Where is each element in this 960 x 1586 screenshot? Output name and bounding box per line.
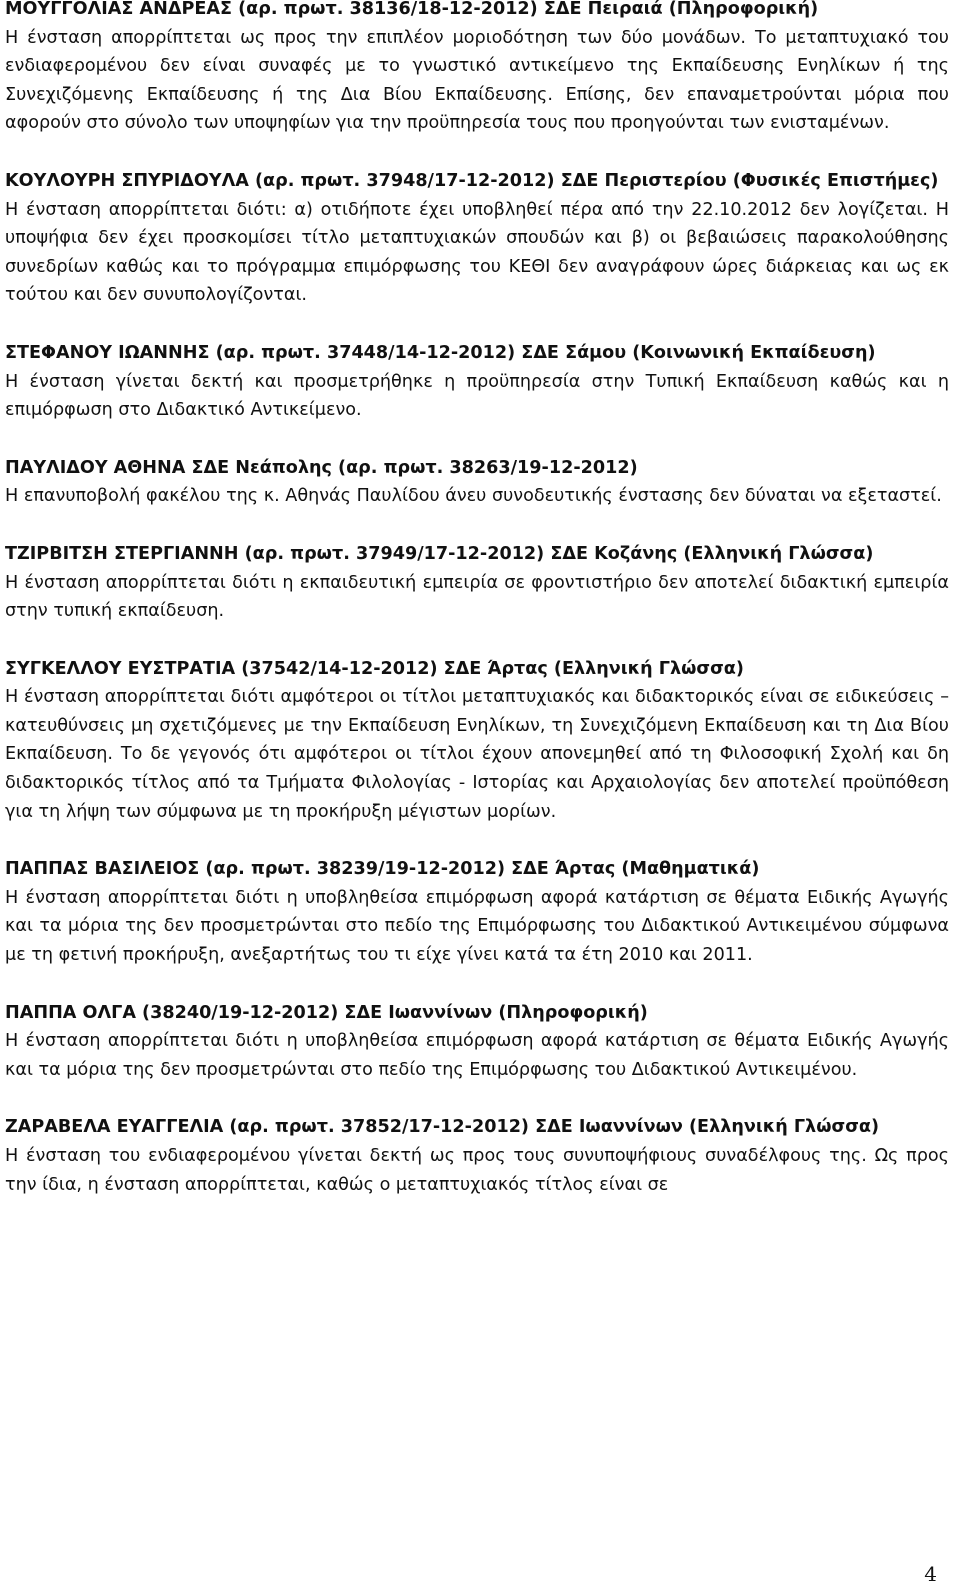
entry-heading: ΜΟΥΓΓΟΛΙΑΣ ΑΝΔΡΕΑΣ (αρ. πρωτ. 38136/18-12-2012) ΣΔΕ Πειραιά (Πληροφορική) xyxy=(5,0,819,19)
objection-entry xyxy=(5,999,949,1085)
entry-heading: ΖΑΡΑΒΕΛΑ ΕΥΑΓΓΕΛΙΑ (αρ. πρωτ. 37852/17-12-2012) ΣΔΕ Ιωαννίνων (Ελληνική Γλώσσα) xyxy=(5,1117,880,1138)
objection-entry xyxy=(5,0,949,138)
entry-decision-text: Η ένσταση απορρίπτεται ως προς την επιπλέον μοριοδότηση των δύο μονάδων. Το μεταπτυχιακό του ενδιαφερομένου δεν είναι συναφές με το γνωστικό αντικείμενο της Εκπαίδευσης Ενηλίκων ή της Συνεχιζόμενης Εκπαίδευσης ή της Δια Βίου Εκπαίδευσης. Επίσης, δεν επαναμετρούνται μόρια που αφορούν στο σύνολο των υποψηφίων για την προϋπηρεσία τους που προηγούνται των ενισταμένων. xyxy=(5,27,949,134)
entry-decision-text: Η ένσταση του ενδιαφερομένου γίνεται δεκτή ως προς τους συνυποψήφιους συναδέλφους της. Ως προς την ίδια, η ένσταση απορρίπτεται, καθώς ο μεταπτυχιακός τίτλος είναι σε xyxy=(5,1146,949,1195)
document-page xyxy=(5,0,949,1228)
objection-entry xyxy=(5,540,949,626)
entry-heading: ΚΟΥΛΟΥΡΗ ΣΠΥΡΙΔΟΥΛΑ (αρ. πρωτ. 37948/17-12-2012) ΣΔΕ Περιστερίου (Φυσικές Επιστήμες) xyxy=(5,170,939,191)
entry-decision-text: Η ένσταση απορρίπτεται διότι η υποβληθείσα επιμόρφωση αφορά κατάρτιση σε θέματα Ειδικής Αγωγής και τα μόρια της δεν προσμετρώνται στο πεδίο της Επιμόρφωσης του Διδακτικού Αντικειμένου σύμφωνα με τη φετινή προκήρυξη, ανεξαρτήτως του τι είχε γίνει κατά τα έτη 2010 και 2011. xyxy=(5,887,949,966)
entry-decision-text: Η ένσταση απορρίπτεται διότι η υποβληθείσα επιμόρφωση αφορά κατάρτιση σε θέματα Ειδικής Αγωγής και τα μόρια της δεν προσμετρώνται στο πεδίο της Επιμόρφωσης του Διδακτικού Αντικειμένου. xyxy=(5,1031,949,1080)
entry-heading: ΠΑΥΛΙΔΟΥ ΑΘΗΝΑ ΣΔΕ Νεάπολης (αρ. πρωτ. 38263/19-12-2012) xyxy=(5,457,638,478)
objection-entry xyxy=(5,855,949,969)
entry-heading: ΠΑΠΠΑΣ ΒΑΣΙΛΕΙΟΣ (αρ. πρωτ. 38239/19-12-2012) ΣΔΕ Άρτας (Μαθηματικά) xyxy=(5,859,760,880)
objection-entry xyxy=(5,655,949,827)
objection-entry xyxy=(5,454,949,511)
entry-heading: ΣΥΓΚΕΛΛΟΥ ΕΥΣΤΡΑΤΙΑ (37542/14-12-2012) ΣΔΕ Άρτας (Ελληνική Γλώσσα) xyxy=(5,658,744,679)
entry-decision-text: Η ένσταση απορρίπτεται διότι: α) οτιδήποτε έχει υποβληθεί πέρα από την 22.10.2012 δεν λογίζεται. Η υποψήφια δεν έχει προσκομίσει τίτλο μεταπτυχιακών σπουδών και β) οι βεβαιώσεις παρακολούθησης συνεδρίων καθώς και το πρόγραμμα επιμόρφωσης του ΚΕΘΙ δεν αναγράφουν ώρες διάρκειας και ως εκ τούτου και δεν συνυπολογίζονται. xyxy=(5,199,949,306)
entry-decision-text: Η ένσταση απορρίπτεται διότι η εκπαιδευτική εμπειρία σε φροντιστήριο δεν αποτελεί διδακτική εμπειρία στην τυπική εκπαίδευση. xyxy=(5,572,949,622)
objection-entry xyxy=(5,167,949,310)
entry-decision-text: Η ένσταση γίνεται δεκτή και προσμετρήθηκε η προϋπηρεσία στην Τυπική Εκπαίδευση καθώς και η επιμόρφωση στο Διδακτικό Αντικείμενο. xyxy=(5,371,949,421)
page-number: 4 xyxy=(924,1562,937,1586)
entry-decision-text: Η επανυποβολή φακέλου της κ. Αθηνάς Παυλίδου άνευ συνοδευτικής ένστασης δεν δύναται να εξεταστεί. xyxy=(5,486,942,507)
entry-decision-text: Η ένσταση απορρίπτεται διότι αμφότεροι οι τίτλοι μεταπτυχιακός και διδακτορικός είναι σε ειδικεύσεις – κατευθύνσεις μη σχετιζόμενες με την Εκπαίδευση Ενηλίκων, τη Συνεχιζόμενη Εκπαίδευση και τη Δια Βίου Εκπαίδευση. Το δε γεγονός ότι αμφότεροι οι τίτλοι έχουν απονεμηθεί από τη Φιλοσοφική Σχολή και δη διδακτορικός τίτλος από τα Τμήματα Φιλολογίας - Ιστορίας και Αρχαιολογίας δεν αποτελεί προϋπόθεση για τη λήψη των σύμφωνα με τη προκήρυξη μέγιστων μορίων. xyxy=(5,687,949,822)
entry-heading: ΤΖΙΡΒΙΤΣΗ ΣΤΕΡΓΙΑΝΝΗ (αρ. πρωτ. 37949/17-12-2012) ΣΔΕ Κοζάνης (Ελληνική Γλώσσα) xyxy=(5,543,874,564)
entry-heading: ΠΑΠΠΑ ΟΛΓΑ (38240/19-12-2012) ΣΔΕ Ιωαννίνων (Πληροφορική) xyxy=(5,1002,648,1023)
entry-heading: ΣΤΕΦΑΝΟΥ ΙΩΑΝΝΗΣ (αρ. πρωτ. 37448/14-12-2012) ΣΔΕ Σάμου (Κοινωνική Εκπαίδευση) xyxy=(5,342,876,363)
objection-entry xyxy=(5,339,949,425)
objection-entry xyxy=(5,1113,949,1199)
